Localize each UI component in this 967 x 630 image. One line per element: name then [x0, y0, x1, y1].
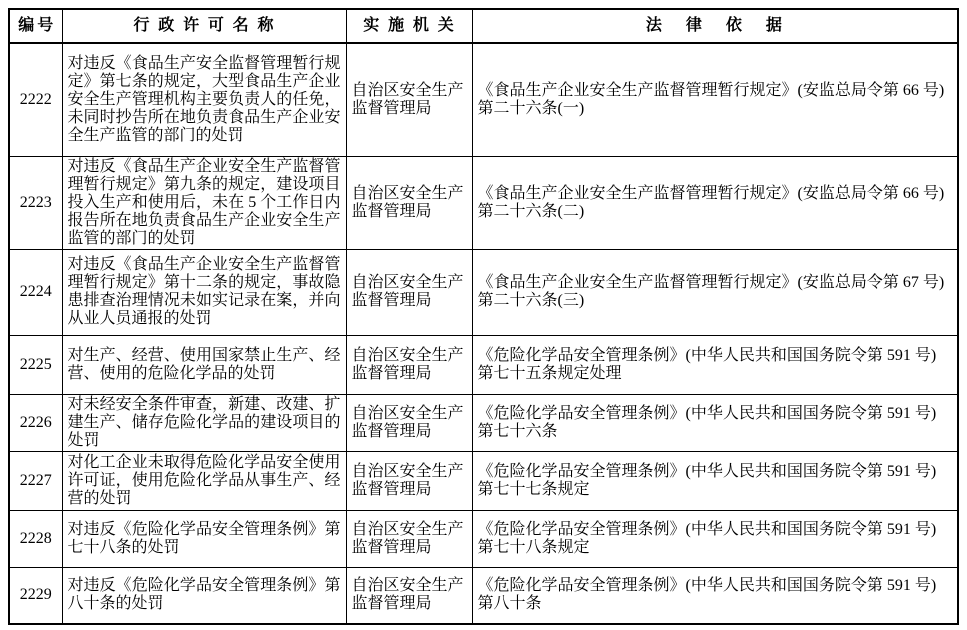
cell-permit-name: 对违反《危险化学品安全管理条例》第八十条的处罚: [62, 567, 346, 624]
cell-permit-name: 对违反《危险化学品安全管理条例》第七十八条的处罚: [62, 510, 346, 567]
cell-number: 2223: [9, 156, 62, 249]
cell-permit-name: 对化工企业未取得危险化学品安全使用许可证，使用危险化学品从事生产、经营的处罚: [62, 451, 346, 510]
table-row: [9, 156, 958, 249]
cell-number: 2222: [9, 43, 62, 156]
cell-legal-basis: 《危险化学品安全管理条例》(中华人民共和国国务院令第 591 号)第七十七条规定: [472, 451, 958, 510]
cell-agency: 自治区安全生产监督管理局: [346, 249, 472, 335]
cell-legal-basis: 《危险化学品安全管理条例》(中华人民共和国国务院令第 591 号)第七十五条规定处理: [472, 335, 958, 394]
table-row: [9, 43, 958, 156]
cell-number: 2228: [9, 510, 62, 567]
cell-agency: 自治区安全生产监督管理局: [346, 567, 472, 624]
cell-permit-name: 对违反《食品生产安全监督管理暂行规定》第七条的规定，大型食品生产企业安全生产管理机构主要负责人的任免，未同时抄告所在地负责食品生产企业安全生产监管的部门的处罚: [62, 43, 346, 156]
column-header-legal-basis: 法律依据: [472, 9, 958, 43]
cell-legal-basis: 《危险化学品安全管理条例》(中华人民共和国国务院令第 591 号)第七十八条规定: [472, 510, 958, 567]
cell-legal-basis: 《食品生产企业安全生产监督管理暂行规定》(安监总局令第 66 号)第二十六条(一): [472, 43, 958, 156]
table-row: [9, 451, 958, 510]
cell-permit-name: 对违反《食品生产企业安全生产监督管理暂行规定》第九条的规定，建设项目投入生产和使用后，未在 5 个工作日内报告所在地负责食品生产企业安全生产监管的部门的处罚: [62, 156, 346, 249]
cell-permit-name: 对违反《食品生产企业安全生产监督管理暂行规定》第十二条的规定，事故隐患排查治理情况未如实记录在案，并向从业人员通报的处罚: [62, 249, 346, 335]
column-header-permit-name: 行政许可名称: [62, 9, 346, 43]
cell-number: 2224: [9, 249, 62, 335]
cell-permit-name: 对未经安全条件审查，新建、改建、扩建生产、储存危险化学品的建设项目的处罚: [62, 394, 346, 451]
cell-permit-name: 对生产、经营、使用国家禁止生产、经营、使用的危险化学品的处罚: [62, 335, 346, 394]
cell-agency: 自治区安全生产监督管理局: [346, 510, 472, 567]
cell-number: 2225: [9, 335, 62, 394]
table-row: [9, 510, 958, 567]
cell-agency: 自治区安全生产监督管理局: [346, 335, 472, 394]
cell-number: 2229: [9, 567, 62, 624]
cell-legal-basis: 《食品生产企业安全生产监督管理暂行规定》(安监总局令第 67 号)第二十六条(三): [472, 249, 958, 335]
cell-legal-basis: 《食品生产企业安全生产监督管理暂行规定》(安监总局令第 66 号)第二十六条(二): [472, 156, 958, 249]
column-header-number: 编号: [9, 9, 62, 43]
column-header-agency: 实施机关: [346, 9, 472, 43]
administrative-permits-table: [8, 8, 959, 625]
table-row: [9, 567, 958, 624]
table-header-row: [9, 9, 958, 43]
table-row: [9, 335, 958, 394]
cell-number: 2227: [9, 451, 62, 510]
table-row: [9, 249, 958, 335]
cell-legal-basis: 《危险化学品安全管理条例》(中华人民共和国国务院令第 591 号)第七十六条: [472, 394, 958, 451]
cell-number: 2226: [9, 394, 62, 451]
cell-agency: 自治区安全生产监督管理局: [346, 43, 472, 156]
cell-legal-basis: 《危险化学品安全管理条例》(中华人民共和国国务院令第 591 号)第八十条: [472, 567, 958, 624]
cell-agency: 自治区安全生产监督管理局: [346, 394, 472, 451]
cell-agency: 自治区安全生产监督管理局: [346, 451, 472, 510]
table-row: [9, 394, 958, 451]
cell-agency: 自治区安全生产监督管理局: [346, 156, 472, 249]
